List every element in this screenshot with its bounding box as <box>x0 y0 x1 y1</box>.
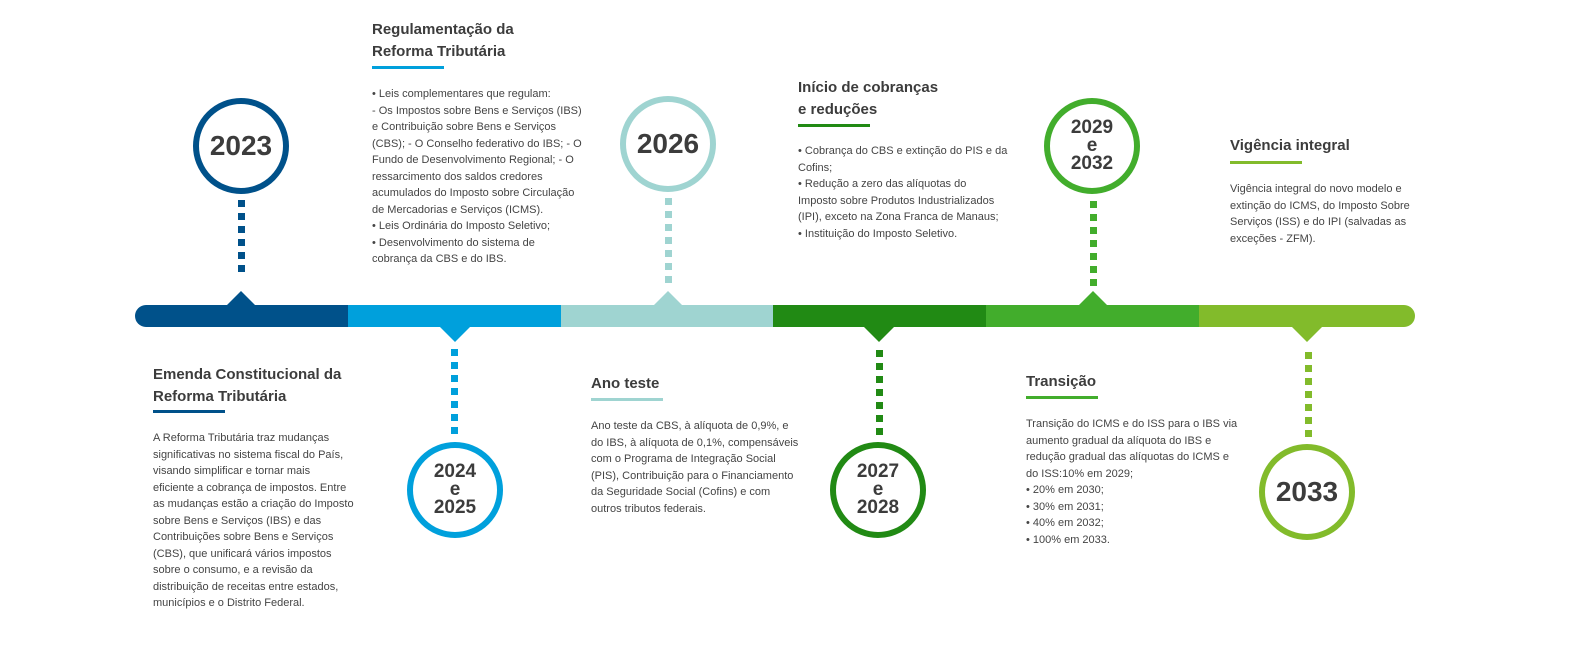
year-label: 2028 <box>856 497 900 518</box>
milestone-title-2027-2028: Início de cobranças e reduções <box>798 79 939 118</box>
year-circle-2033 <box>1259 444 1355 540</box>
year-label: 2024 <box>433 461 477 482</box>
year-label: 2023 <box>209 130 273 161</box>
timeline-segment-2028 <box>773 305 986 327</box>
milestone-text-2026: Ano teste da CBS, à alíquota de 0,9%, e do IBS, à alíquota de 0,1%, compensáveis com o Programa de Integração Social (PIS), Contribuição para o Financiamento da Seguridade Social (Cofins) e com outros tributos federais. <box>591 420 799 515</box>
pointer-up-2032 <box>1078 291 1108 306</box>
year-label: 2033 <box>1275 476 1339 507</box>
title-underline-2026 <box>591 398 663 401</box>
pointer-down-2028 <box>864 327 894 342</box>
milestone-text-2029-2032: Transição do ICMS e do ISS para o IBS via aumento gradual da alíquota do IBS e redução gradual das alíquotas do ICMS e do ISS:10% em 2029; • 20% em 2030; • 30% em 2031; • 40% em 2032; • 100% em 2033. <box>1026 418 1238 546</box>
pointer-down-2025 <box>440 327 470 342</box>
milestone-title-2033: Vigência integral <box>1230 137 1350 154</box>
year-circle-2029-2032 <box>1044 98 1140 194</box>
year-connector-word: e <box>1086 135 1098 156</box>
milestone-title-2023: Emenda Constitucional da Reforma Tributária <box>153 366 342 405</box>
title-underline-2029-2032 <box>1026 396 1098 399</box>
pointer-up-2026 <box>653 291 683 306</box>
pointer-up-2023 <box>226 291 256 306</box>
timeline-segment-2032 <box>986 305 1199 327</box>
connector-2023 <box>238 200 245 278</box>
milestone-title-2026: Ano teste <box>591 375 660 392</box>
connector-2032 <box>1090 201 1097 292</box>
title-underline-2027-2028 <box>798 124 870 127</box>
year-circle-2027-2028 <box>830 442 926 538</box>
title-underline-2024-2025 <box>372 66 444 69</box>
year-label: 2027 <box>856 461 900 482</box>
connector-2025 <box>451 349 458 440</box>
year-connector-word: e <box>872 479 884 500</box>
timeline-segment-2026 <box>561 305 773 327</box>
year-circle-2026 <box>620 96 716 192</box>
year-label: 2025 <box>433 497 477 518</box>
year-label: 2029 <box>1070 117 1114 138</box>
year-circle-2023 <box>193 98 289 194</box>
milestone-text-2023: A Reforma Tributária traz mudanças significativas no sistema fiscal do País, visando simplificar e tornar mais eficiente a cobrança de impostos. Entre as mudanças estão a criação do Imposto sobre Bens e Serviços (IBS) e das Contribuições sobre Bens e Serviços (CBS), que unificará vários impostos sobre o consumo, e a revisão da distribuição de receitas entre estados, municípios e o Distrito Federal. <box>153 432 354 609</box>
connector-2028 <box>876 350 883 441</box>
timeline-segment-2023 <box>135 305 348 327</box>
year-label: 2026 <box>636 128 700 159</box>
connector-2026 <box>665 198 672 289</box>
milestone-text-2024-2025: • Leis complementares que regulam: - Os Impostos sobre Bens e Serviços (IBS) e Contribuição sobre Bens e Serviços (CBS); - O Conselho federativo do IBS; - O Fundo de Desenvolvimento Regional; - O ressarcimento dos saldos credores acumulados do Imposto sobre Circulação de Mercadorias e Serviços (ICMS). • Leis Ordinária do Imposto Seletivo; • Desenvolvimento do sistema de cobrança da CBS e do IBS. <box>372 88 582 265</box>
timeline-segment-2025 <box>348 305 561 327</box>
milestone-text-2033: Vigência integral do novo modelo e extinção do ICMS, do Imposto Sobre Serviços (ISS) e do IPI (salvadas as exceções - ZFM). <box>1230 183 1410 245</box>
title-underline-2033 <box>1230 161 1302 164</box>
timeline-segment-2033 <box>1199 305 1415 327</box>
connector-2033 <box>1305 352 1312 443</box>
year-connector-word: e <box>449 479 461 500</box>
milestone-title-2024-2025: Regulamentação da Reforma Tributária <box>372 21 514 60</box>
milestone-title-2029-2032: Transição <box>1026 373 1097 390</box>
title-underline-2023 <box>153 410 225 413</box>
milestone-text-2027-2028: • Cobrança do CBS e extinção do PIS e da Cofins; • Redução a zero das alíquotas do Imposto sobre Produtos Industrializados (IPI), exceto na Zona Franca de Manaus; • Instituição do Imposto Seletivo. <box>798 145 1008 240</box>
pointer-down-2033 <box>1292 327 1322 342</box>
year-circle-2024-2025 <box>407 442 503 538</box>
year-label: 2032 <box>1070 153 1114 174</box>
